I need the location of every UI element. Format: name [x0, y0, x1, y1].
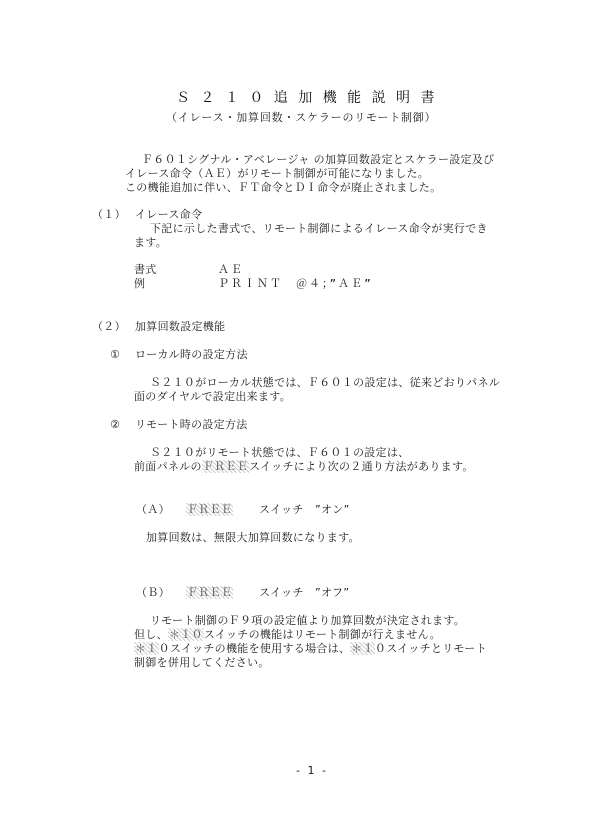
- document-subtitle: （イレース・加算回数・スケラーのリモート制御）: [166, 111, 437, 124]
- case-b-body-line2: [134, 628, 441, 641]
- intro-line: Ｆ６０１シグナル・アベレージャ の加算回数設定とスケラー設定及び: [142, 153, 495, 166]
- format-value: ＡＥ: [218, 263, 244, 276]
- document-title: Ｓ ２ １ ０ 追 加 機 能 説 明 書: [176, 90, 438, 106]
- case-b-body: リモート制御のＦ９項の設定値より加算回数が決定されます。: [150, 614, 466, 627]
- case-b-switch: ＦＲＥＥ: [187, 586, 233, 599]
- format-label: 書式: [134, 263, 157, 276]
- page-number: - 1 -: [296, 764, 328, 777]
- case-b-body: 制御を併用してください。: [134, 656, 270, 669]
- remote-marker: ②: [110, 418, 121, 431]
- case-b-text: スイッチ ”オフ”: [259, 586, 350, 599]
- case-a-label: （Ａ）: [136, 503, 170, 516]
- remote-heading: リモート時の設定方法: [135, 418, 248, 431]
- section1-heading: イレース命令: [135, 208, 203, 221]
- example-value: ＰＲＩＮＴ ＠４；”ＡＥ”: [218, 277, 373, 290]
- case-b-body-text: スイッチの機能はリモート制御が行えません。: [203, 628, 441, 641]
- case-b-body-text: 但し、: [134, 628, 168, 641]
- x10-switch-label: ＊１: [351, 642, 374, 655]
- case-b-body-text: ０スイッチとリモート: [374, 642, 488, 655]
- remote-body: Ｓ２１０がリモート状態では、Ｆ６０１の設定は、: [150, 446, 410, 459]
- example-label: 例: [134, 277, 146, 290]
- case-b-body-line3: [134, 642, 487, 655]
- free-switch-label: ＦＲＥＥ: [202, 460, 249, 473]
- remote-body-text: スイッチにより次の２通り方法があります。: [249, 460, 474, 473]
- section1-number: （１）: [92, 208, 126, 221]
- case-a-text: スイッチ ”オン”: [259, 503, 350, 516]
- remote-body-line2: [134, 460, 474, 473]
- section1-body: ます。: [134, 236, 168, 249]
- remote-body-text: 前面パネルの: [134, 460, 202, 473]
- case-b-body-text: ０スイッチの機能を使用する場合は、: [158, 642, 351, 655]
- section2-heading: 加算回数設定機能: [135, 320, 226, 333]
- case-a-switch: ＦＲＥＥ: [187, 503, 233, 516]
- local-body: Ｓ２１０がローカル状態では、Ｆ６０１の設定は、従来どおりパネル: [150, 376, 501, 389]
- intro-line: イレース命令（ＡＥ）がリモート制御が可能になりました。: [125, 167, 430, 180]
- x10-switch-label: ＊１０: [168, 628, 203, 641]
- x10-switch-label: ＊１: [135, 642, 158, 655]
- section2-number: （２）: [92, 320, 126, 333]
- intro-line: この機能追加に伴い、ＦＴ命令とＤＩ命令が廃止されました。: [125, 181, 442, 194]
- section1-body: 下記に示した書式で、リモート制御によるイレース命令が実行でき: [150, 222, 488, 235]
- local-heading: ローカル時の設定方法: [135, 348, 248, 361]
- case-b-label: （Ｂ）: [136, 586, 170, 599]
- local-marker: ①: [110, 348, 121, 361]
- local-body: 面のダイヤルで設定出来ます。: [134, 390, 291, 403]
- case-a-body: 加算回数は、無限大加算回数になります。: [146, 531, 360, 544]
